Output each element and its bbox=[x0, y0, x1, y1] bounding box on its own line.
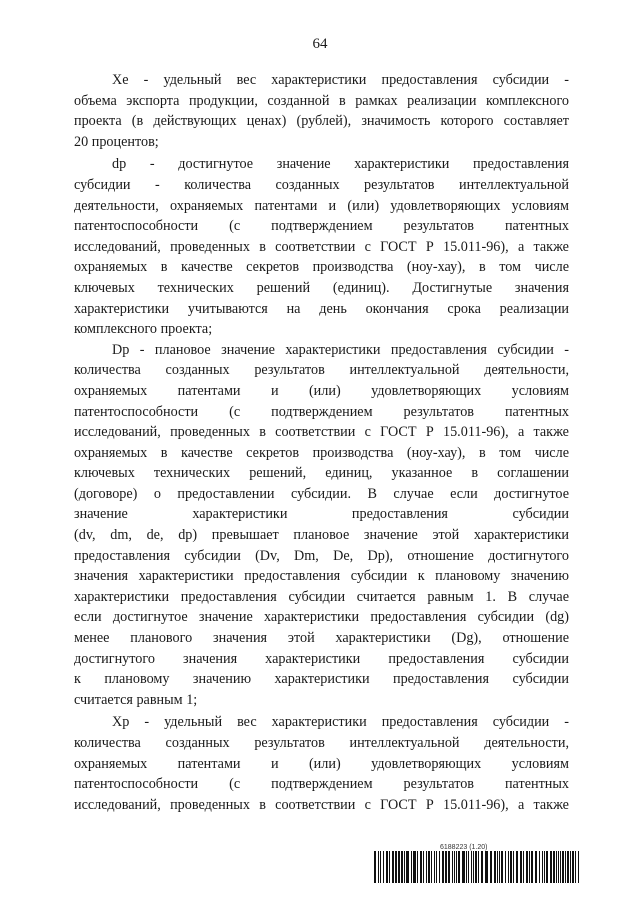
text-line: менее планового значения этой характеристики (Dg), отношение bbox=[74, 630, 569, 647]
text-line: субсидии - количества созданных результатов интеллектуальной bbox=[74, 176, 569, 193]
text-line: характеристики учитываются на день окончания срока реализации bbox=[74, 300, 569, 317]
text-line: (dv, dm, de, dp) превышает плановое значение этой характеристики bbox=[74, 527, 569, 544]
text-line: патентоспособности (с подтверждением результатов патентных bbox=[74, 218, 569, 235]
text-line: предоставления субсидии (Dv, Dm, De, Dp), отношение достигнутого bbox=[74, 547, 569, 564]
text-line: проекта (в действующих ценах) (рублей), значимость которого составляет bbox=[74, 113, 569, 130]
text-line: Xe - удельный вес характеристики предоставления субсидии - bbox=[112, 72, 569, 88]
text-line: объема экспорта продукции, созданной в рамках реализации комплексного bbox=[74, 92, 569, 109]
text-line: ключевых технических решений, единиц, указанное в соглашении bbox=[74, 465, 569, 482]
text-line: исследований, проведенных в соответствии с ГОСТ Р 15.011-96), а также bbox=[74, 238, 569, 255]
text-line: охраняемых патентами и (или) удовлетворяющих условиям bbox=[74, 382, 569, 399]
paragraph-xp bbox=[74, 712, 569, 815]
text-line: значение характеристики предоставления субсидии bbox=[74, 506, 569, 523]
text-line: Dp - плановое значение характеристики предоставления субсидии - bbox=[112, 341, 569, 358]
text-line: количества созданных результатов интеллектуальной деятельности, bbox=[74, 362, 569, 379]
document-body bbox=[74, 70, 569, 815]
text-line: dp - достигнутое значение характеристики предоставления bbox=[112, 156, 569, 173]
barcode-number: 6188223 (1.20) bbox=[440, 844, 488, 851]
text-line: характеристики предоставления субсидии считается равным 1. В случае bbox=[74, 588, 569, 605]
text-line: охраняемых в качестве секретов производства (ноу-хау), в том числе bbox=[74, 444, 569, 461]
text-line: охраняемых патентами и (или) удовлетворяющих условиям bbox=[74, 755, 569, 772]
text-line: комплексного проекта; bbox=[74, 321, 213, 338]
text-line: патентоспособности (с подтверждением результатов патентных bbox=[74, 403, 569, 420]
paragraph-dp bbox=[74, 154, 569, 339]
text-line: достигнутого значения характеристики предоставления субсидии bbox=[74, 650, 569, 667]
page-number: 64 bbox=[312, 36, 328, 52]
text-line: к плановому значению характеристики предоставления субсидии bbox=[74, 671, 569, 688]
text-line: Xp - удельный вес характеристики предоставления субсидии - bbox=[112, 714, 569, 731]
text-line: исследований, проведенных в соответствии с ГОСТ Р 15.011-96), а также bbox=[74, 796, 569, 813]
text-line: исследований, проведенных в соответствии с ГОСТ Р 15.011-96), а также bbox=[74, 424, 569, 441]
text-line: значения характеристики предоставления субсидии к плановому значению bbox=[74, 568, 569, 585]
text-line: количества созданных результатов интеллектуальной деятельности, bbox=[74, 735, 569, 751]
text-line: ключевых технических решений (единиц). Достигнутые значения bbox=[74, 279, 569, 296]
barcode-icon bbox=[374, 851, 581, 883]
paragraph-dp-plan bbox=[74, 340, 569, 711]
text-line: деятельности, охраняемых патентами и (или) удовлетворяющих условиям bbox=[74, 197, 569, 214]
paragraph-xe bbox=[74, 70, 569, 152]
text-line: если достигнутое значение характеристики предоставления субсидии (dg) bbox=[74, 609, 569, 626]
text-line: 20 процентов; bbox=[74, 133, 159, 150]
text-line: охраняемых в качестве секретов производства (ноу-хау), в том числе bbox=[74, 259, 569, 276]
text-line: патентоспособности (с подтверждением результатов патентных bbox=[74, 776, 569, 793]
text-line: (договоре) о предоставлении субсидии. В случае если достигнутое bbox=[74, 485, 569, 502]
text-line: считается равным 1; bbox=[74, 691, 198, 708]
